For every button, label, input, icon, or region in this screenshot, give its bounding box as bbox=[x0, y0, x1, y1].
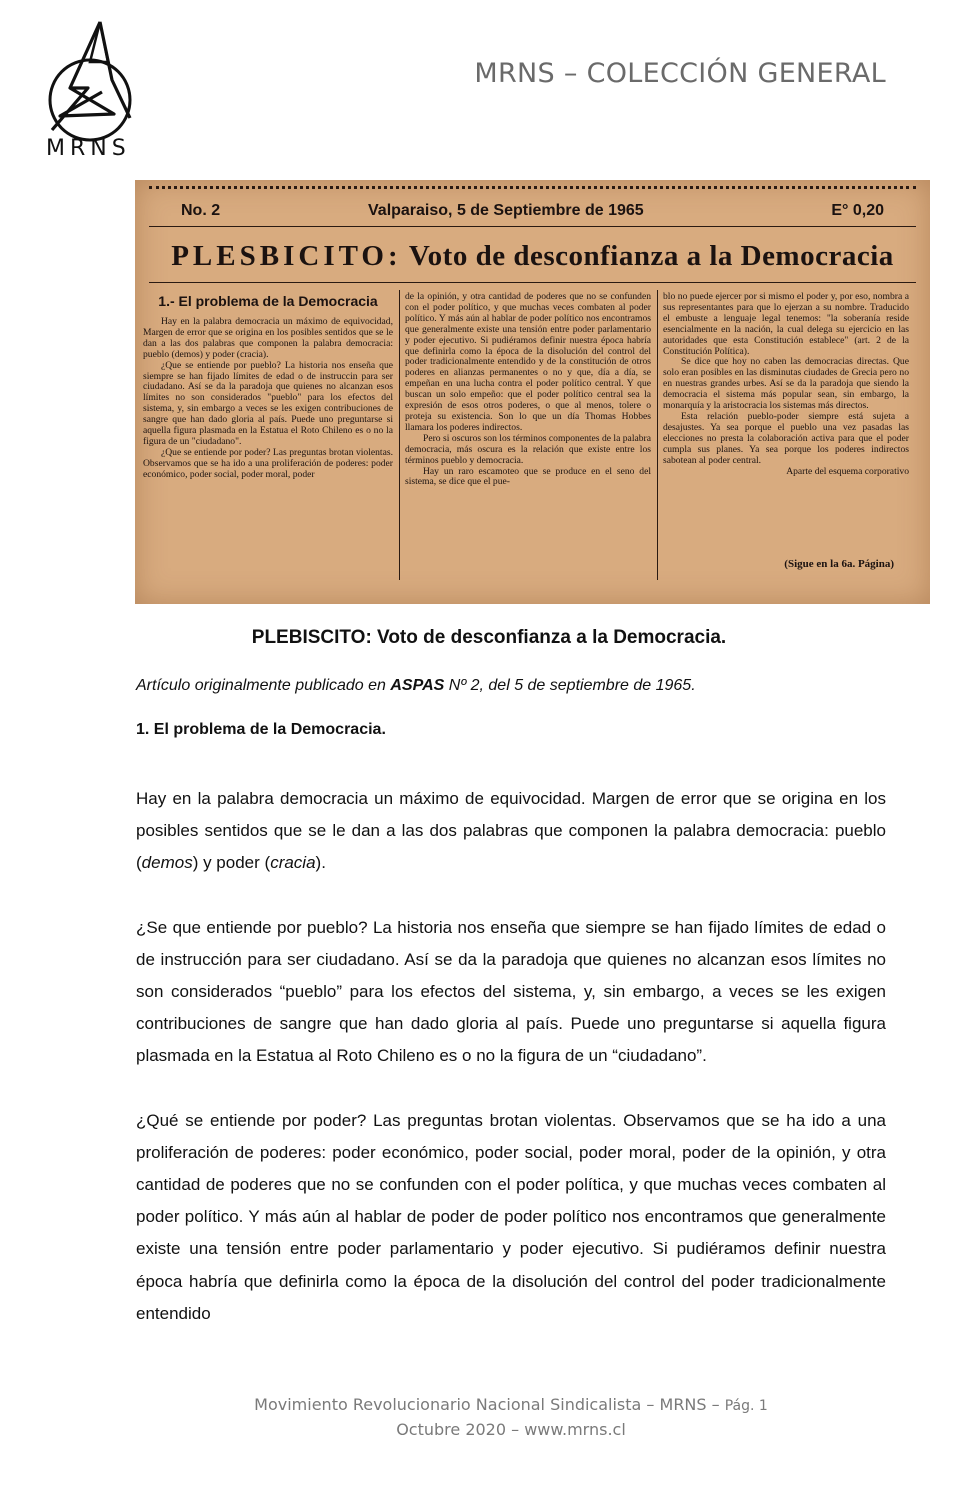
page-number: Pág. 1 bbox=[724, 1398, 768, 1414]
dotted-border bbox=[149, 186, 916, 193]
clipping-column-2 bbox=[405, 292, 651, 584]
publication-name: ASPAS bbox=[390, 677, 445, 694]
logo-text: MRNS bbox=[46, 136, 131, 161]
paragraph-text: ). bbox=[315, 853, 326, 873]
column-paragraph: ¿Que se entiende por pueblo? La historia nos enseña que siempre se han fijado límites de edad o de instruccin para ser ciudadano. Así se da la paradoja que quienes no alcanzan esos límites no son considerados "pueblo" para los efectos del sistema, y, sin embargo a veces se les exigen contribuciones de sangre que han dado gloria al país. Puede uno preguntarse si aquella figura plasmada en la Estatua el Roto Chileno es o no la figura de un "ciudadano". bbox=[143, 359, 393, 447]
article-body bbox=[136, 783, 886, 1362]
issue-number: No. 2 bbox=[181, 202, 221, 219]
column-paragraph: Esta relación pueblo-poder siempre está sujeta a desajustes. Ya sea porque el pueblo una vez pasadas las elecciones no presta la colaboración activa para que el poder cumpla sus planes. Ya sea porque los poderes indirectos sabotean al poder central. bbox=[663, 410, 909, 466]
headline-rest: Voto de desconfianza a la Democracia bbox=[408, 240, 894, 272]
footer-line-1 bbox=[0, 1393, 978, 1418]
rule-under-headline bbox=[149, 282, 916, 283]
footer-line-2: Octubre 2020 – www.mrns.cl bbox=[396, 1420, 626, 1439]
newspaper-clipping bbox=[135, 180, 930, 604]
column-heading: 1.- El problema de la Democracia bbox=[158, 293, 378, 309]
paragraph: ¿Qué se entiende por poder? Las preguntas brotan violentas. Observamos que se ha ido a una proliferación de poderes: poder económico, poder social, poder moral, poder de la opinión, y otra cantidad de poderes que no se confunden con el poder política, y que muchas veces combaten al poder político. Y más aún al hablar de poder de poder político nos encontramos que generalmente existe una tensión entre poder parlamentario y poder ejecutivo. Si pudiéramos definir nuestra época habría que definirla como la época de la disolución del control del poder tradicionalmente entendido bbox=[136, 1110, 886, 1323]
column-divider bbox=[657, 290, 658, 580]
collection-title: MRNS – COLECCIÓN GENERAL bbox=[474, 58, 886, 89]
column-divider bbox=[399, 290, 400, 580]
paragraph bbox=[136, 783, 886, 880]
paragraph-text: ) y poder ( bbox=[192, 853, 271, 873]
section-heading: 1. El problema de la Democracia. bbox=[136, 721, 386, 738]
paragraph: ¿Se que entiende por pueblo? La historia nos enseña que siempre se han fijado límites de edad o de instrucción para ser ciudadano. Así se da la paradoja que quienes no alcanzan esos límites no son considerados “pueblo” para los efectos del sistema, y, sin embargo, a veces se les exigen contribuciones de sangre que han dado gloria al país. Puede uno preguntarse si aquella figura plasmada en la Estatua al Roto Chileno es o no la figura de un “ciudadano”. bbox=[136, 917, 886, 1066]
page-footer bbox=[0, 1393, 978, 1441]
italic-term: cracia bbox=[270, 853, 316, 873]
clipping-headline bbox=[135, 240, 930, 273]
column-paragraph: ¿Que se entiende por poder? Las preguntas brotan violentas. Observamos que se ha ido a una proliferación de poderes: poder económico, poder social, poder moral, poder bbox=[143, 446, 393, 480]
italic-term: demos bbox=[141, 853, 193, 873]
column-paragraph: Aparte del esquema corporativo bbox=[786, 465, 909, 477]
footer-org: Movimiento Revolucionario Nacional Sindicalista – MRNS – bbox=[254, 1395, 720, 1414]
dateline: Valparaiso, 5 de Septiembre de 1965 bbox=[368, 202, 644, 219]
headline-lead: PLESBICITO: bbox=[171, 240, 402, 272]
rule-top bbox=[149, 226, 916, 227]
paragraph-text: Hay en la palabra democracia un máximo de equivocidad. Margen de error que se origina en los posibles sentidos que se le dan a las dos palabras que componen la palabra democracia: pueblo ( bbox=[136, 789, 886, 873]
column-paragraph: Hay un raro escamoteo que se produce en el seno del sistema, se dice que el pue- bbox=[405, 465, 651, 488]
clipping-column-1 bbox=[143, 292, 393, 584]
article-subtitle bbox=[136, 677, 696, 695]
continued-note: (Sigue en la 6a. Página) bbox=[784, 558, 894, 570]
clipping-column-3 bbox=[663, 292, 909, 554]
column-paragraph: de la opinión, y otra cantidad de poderes que no se confunden con el poder político, y que muchas veces combaten al poder político. Y más aún al hablar de poder político nos encontramos que generalmente existe una tensión entre poder parlamentario y poder ejecutivo. Si pudiéramos definir nuestra época habría que definirla como la época de la disolución del control del poder tradicionalmente entendido y de la constitución de otros poderes en alianzas permanentes o no y que, día a día, se empeñan en una lucha contra el poder político central. Y que buscan un solo empeño: que el poder político central sea la expresión de esos otros poderes, o que al menos, tolere o proteja su existencia. Son lo que un día Thomas Hobbes llamara los poderes indirectos. bbox=[405, 292, 651, 433]
column-paragraph: Hay en la palabra democracia un máximo de equivocidad, Margen de error que se origina en los posibles sentidos que se le dan a las dos palabras que componen la palabra democracia: pueblo (demos) y poder (cracia). bbox=[143, 316, 393, 360]
subtitle-text: Nº 2, del 5 de septiembre de 1965. bbox=[444, 677, 696, 694]
price: E° 0,20 bbox=[831, 202, 884, 219]
column-paragraph: blo no puede ejercer por si mismo el poder y, por eso, nombra a sus representantes para que lo ejerzan a su nombre. Traducido el embuste a lenguaje legal tenemos: "la soberanía reside esencialmente en la nación, la cual delega su ejercicio en las autoridades que esta Constitución establece" (art. 2 de la Constitución Política). bbox=[663, 292, 909, 357]
column-paragraph: Se dice que hoy no caben las democracias directas. Que solo eran posibles en las disminutas ciudades de Grecia pero no en nuestras grandes urbes. Así se da la paradoja que siendo la democracia el sistema más popular sean, sin embargo, la monarquía y la aristocracia los sistemas más directos. bbox=[663, 356, 909, 412]
article-title: PLEBISCITO: Voto de desconfianza a la Democracia. bbox=[251, 627, 727, 648]
column-paragraph: Pero si oscuros son los términos componentes de la palabra democracia, más oscura es la relación que existe entre los términos pueblo y democracia. bbox=[405, 432, 651, 466]
subtitle-text: Artículo originalmente publicado en bbox=[136, 677, 391, 694]
